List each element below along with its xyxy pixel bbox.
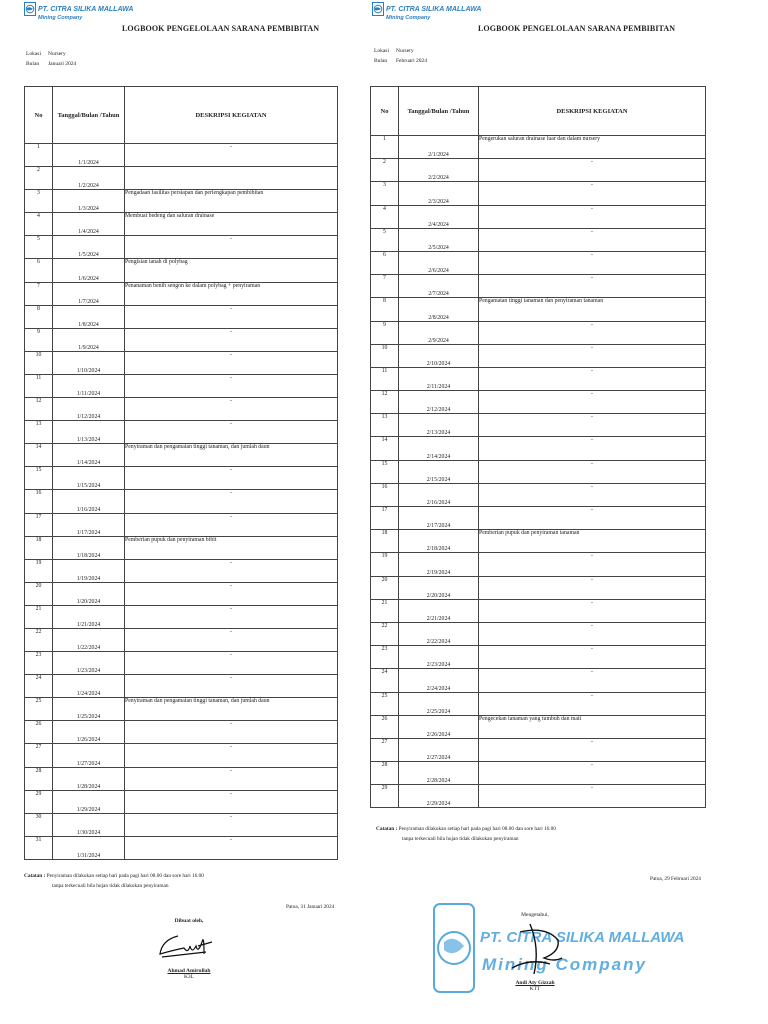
row-description: -	[479, 669, 706, 692]
row-number: 5	[371, 228, 399, 251]
row-number: 7	[25, 282, 53, 305]
row-description: Penyiraman dan pengamatan tinggi tanaman, dan jumlah daun	[125, 698, 338, 721]
table-row	[25, 167, 338, 190]
row-date: 2/19/2024	[399, 553, 479, 576]
row-number: 12	[25, 398, 53, 421]
row-date: 1/1/2024	[53, 144, 125, 167]
row-date: 2/10/2024	[399, 344, 479, 367]
table-row	[371, 785, 706, 808]
company-logo	[372, 2, 481, 30]
row-description: -	[479, 275, 706, 298]
row-date: 2/15/2024	[399, 460, 479, 483]
row-number: 15	[25, 467, 53, 490]
row-date: 1/28/2024	[53, 767, 125, 790]
row-description: -	[125, 744, 338, 767]
table-row	[25, 675, 338, 698]
row-description: -	[479, 553, 706, 576]
row-description	[125, 167, 338, 190]
table-row	[25, 559, 338, 582]
table-row	[25, 790, 338, 813]
row-date: 2/7/2024	[399, 275, 479, 298]
note-label: Catatan :	[376, 826, 398, 832]
bulan-label: Bulan	[26, 61, 40, 67]
table-row	[25, 398, 338, 421]
row-number: 23	[371, 646, 399, 669]
row-number: 29	[25, 790, 53, 813]
row-number: 27	[25, 744, 53, 767]
bulan-value: Januari 2024	[48, 61, 77, 67]
place-date: Patoa, 29 Februari 2024	[650, 876, 701, 882]
table-row	[371, 275, 706, 298]
table-row	[371, 321, 706, 344]
table-row	[25, 236, 338, 259]
row-date: 2/27/2024	[399, 738, 479, 761]
row-description: -	[125, 513, 338, 536]
row-description: -	[125, 675, 338, 698]
table-row	[25, 490, 338, 513]
table-row	[371, 344, 706, 367]
row-number: 5	[25, 236, 53, 259]
table-row	[371, 391, 706, 414]
table-row	[25, 444, 338, 467]
row-number: 3	[371, 182, 399, 205]
row-number: 16	[25, 490, 53, 513]
signer-name: Andi Aty Gizzah	[515, 980, 555, 986]
table-row	[371, 738, 706, 761]
row-number: 26	[371, 715, 399, 738]
bulan-value: Februari 2024	[396, 58, 428, 64]
lokasi-value: Nursery	[396, 48, 414, 54]
row-date: 2/22/2024	[399, 622, 479, 645]
row-date: 2/26/2024	[399, 715, 479, 738]
row-number: 9	[25, 328, 53, 351]
row-date: 1/7/2024	[53, 282, 125, 305]
logo-tagline: Mining Company	[38, 15, 83, 21]
row-date: 2/5/2024	[399, 228, 479, 251]
row-description: -	[125, 328, 338, 351]
row-date: 1/23/2024	[53, 652, 125, 675]
row-number: 24	[25, 675, 53, 698]
row-number: 11	[25, 374, 53, 397]
table-row	[371, 646, 706, 669]
row-description: -	[479, 785, 706, 808]
row-date: 2/9/2024	[399, 321, 479, 344]
row-number: 1	[371, 136, 399, 159]
row-date: 2/20/2024	[399, 576, 479, 599]
table-row	[371, 576, 706, 599]
note-line1: Penyiraman dilakukan setiap hari pada pagi hari 08.00 dan sore hari 16.00	[46, 873, 204, 879]
row-description: -	[125, 628, 338, 651]
row-number: 31	[25, 836, 53, 859]
header-no: No	[371, 87, 399, 136]
row-date: 2/6/2024	[399, 251, 479, 274]
row-number: 10	[25, 351, 53, 374]
document-meta	[26, 49, 76, 69]
note	[24, 871, 204, 891]
row-description: -	[479, 437, 706, 460]
row-description: -	[125, 144, 338, 167]
row-description: -	[479, 738, 706, 761]
row-date: 1/21/2024	[53, 605, 125, 628]
table-row	[371, 599, 706, 622]
row-description: -	[479, 460, 706, 483]
row-description: -	[125, 374, 338, 397]
row-date: 2/25/2024	[399, 692, 479, 715]
row-date: 1/14/2024	[53, 444, 125, 467]
row-description: -	[125, 813, 338, 836]
row-date: 1/3/2024	[53, 190, 125, 213]
signature-label: Dibuat oleh,	[174, 918, 204, 924]
row-description: -	[125, 582, 338, 605]
row-description: -	[125, 421, 338, 444]
row-description: -	[125, 351, 338, 374]
table-row	[371, 622, 706, 645]
table-row	[25, 744, 338, 767]
row-description: -	[479, 599, 706, 622]
row-date: 1/6/2024	[53, 259, 125, 282]
row-date: 1/13/2024	[53, 421, 125, 444]
note	[376, 824, 556, 844]
table-row	[371, 159, 706, 182]
table-row	[371, 483, 706, 506]
svg-text:Mining Company: Mining Company	[482, 955, 647, 974]
row-description: -	[125, 490, 338, 513]
row-description: Penyiraman dan pengamatan tinggi tanaman, dan jumlah daun	[125, 444, 338, 467]
row-number: 19	[25, 559, 53, 582]
table-row	[25, 467, 338, 490]
table-row	[371, 367, 706, 390]
row-date: 2/1/2024	[399, 136, 479, 159]
table-row	[371, 437, 706, 460]
table-row	[25, 328, 338, 351]
row-date: 1/16/2024	[53, 490, 125, 513]
row-date: 1/4/2024	[53, 213, 125, 236]
table-row	[371, 762, 706, 785]
table-row	[25, 305, 338, 328]
globe-icon	[372, 2, 384, 16]
table-row	[25, 836, 338, 859]
row-description: -	[125, 721, 338, 744]
row-number: 10	[371, 344, 399, 367]
row-description: -	[125, 836, 338, 859]
table-row	[25, 628, 338, 651]
row-date: 1/10/2024	[53, 351, 125, 374]
table-row	[25, 190, 338, 213]
header-date: Tanggal/Bulan /Tahun	[53, 87, 125, 144]
row-number: 1	[25, 144, 53, 167]
row-date: 1/5/2024	[53, 236, 125, 259]
table-row	[371, 205, 706, 228]
signer-name: Ahmad Amirullah	[167, 968, 211, 974]
note-line2: tanpa terkecuali bila hujan tidak dilakukan penyiraman	[402, 836, 519, 842]
row-number: 6	[25, 259, 53, 282]
table-row	[25, 605, 338, 628]
row-description: -	[479, 228, 706, 251]
signature-block	[495, 912, 575, 992]
row-date: 1/9/2024	[53, 328, 125, 351]
header-description: DESKRIPSI KEGIATAN	[479, 87, 706, 136]
table-row	[371, 251, 706, 274]
row-number: 16	[371, 483, 399, 506]
row-number: 8	[371, 298, 399, 321]
row-date: 1/8/2024	[53, 305, 125, 328]
table-row	[371, 414, 706, 437]
row-description: Pengadaan fasilitas persiapan dan perlengkapan pembibitan	[125, 190, 338, 213]
row-number: 28	[25, 767, 53, 790]
lokasi-label: Lokasi	[374, 48, 389, 54]
row-date: 1/20/2024	[53, 582, 125, 605]
svg-text:PT. CITRA SILIKA MALLAWA: PT. CITRA SILIKA MALLAWA	[480, 929, 685, 946]
lokasi-label: Lokasi	[26, 51, 41, 57]
row-number: 20	[371, 576, 399, 599]
row-description: -	[479, 576, 706, 599]
signature-label: Mengetahui,	[521, 912, 549, 918]
row-date: 1/11/2024	[53, 374, 125, 397]
table-row	[371, 182, 706, 205]
row-date: 1/12/2024	[53, 398, 125, 421]
row-number: 14	[371, 437, 399, 460]
row-description: -	[479, 205, 706, 228]
row-number: 18	[371, 530, 399, 553]
row-description: -	[125, 790, 338, 813]
table-row	[25, 421, 338, 444]
logbook-table	[24, 86, 338, 860]
globe-icon	[24, 2, 36, 16]
row-number: 23	[25, 652, 53, 675]
row-description: -	[479, 414, 706, 437]
table-row	[25, 652, 338, 675]
row-description: -	[479, 251, 706, 274]
row-number: 24	[371, 669, 399, 692]
row-date: 2/16/2024	[399, 483, 479, 506]
signer-role: KTT	[529, 986, 541, 992]
row-date: 1/15/2024	[53, 467, 125, 490]
company-logo	[24, 2, 133, 30]
row-number: 25	[371, 692, 399, 715]
lokasi-value: Nursery	[48, 51, 66, 57]
table-row	[25, 536, 338, 559]
header-date: Tanggal/Bulan /Tahun	[399, 87, 479, 136]
table-row	[371, 530, 706, 553]
row-date: 1/25/2024	[53, 698, 125, 721]
row-number: 13	[371, 414, 399, 437]
table-row	[25, 721, 338, 744]
row-description: Pemberian pupuk dan penyiraman bibit	[125, 536, 338, 559]
row-date: 1/26/2024	[53, 721, 125, 744]
row-number: 30	[25, 813, 53, 836]
row-description: -	[479, 692, 706, 715]
row-date: 2/2/2024	[399, 159, 479, 182]
row-date: 2/18/2024	[399, 530, 479, 553]
table-row	[371, 298, 706, 321]
row-date: 1/19/2024	[53, 559, 125, 582]
row-description: -	[479, 367, 706, 390]
row-description: -	[479, 344, 706, 367]
row-description: Pemberian pupuk dan penyiraman tanaman	[479, 530, 706, 553]
logbook-table	[370, 86, 706, 808]
row-number: 11	[371, 367, 399, 390]
logo-company-name: PT. CITRA SILIKA MALLAWA	[38, 6, 134, 13]
row-date: 1/27/2024	[53, 744, 125, 767]
row-description: -	[479, 622, 706, 645]
row-number: 21	[371, 599, 399, 622]
handwritten-signature	[500, 918, 570, 980]
row-number: 12	[371, 391, 399, 414]
row-number: 26	[25, 721, 53, 744]
row-description: -	[125, 652, 338, 675]
row-number: 9	[371, 321, 399, 344]
table-row	[371, 669, 706, 692]
row-date: 1/29/2024	[53, 790, 125, 813]
table-row	[25, 767, 338, 790]
row-number: 27	[371, 738, 399, 761]
table-row	[25, 374, 338, 397]
table-row	[25, 259, 338, 282]
table-row	[25, 698, 338, 721]
row-number: 17	[25, 513, 53, 536]
row-number: 14	[25, 444, 53, 467]
row-description: -	[479, 762, 706, 785]
row-date: 2/28/2024	[399, 762, 479, 785]
row-date: 2/29/2024	[399, 785, 479, 808]
row-date: 1/2/2024	[53, 167, 125, 190]
row-description: -	[479, 507, 706, 530]
row-description: Pengisian tanah di polybag	[125, 259, 338, 282]
row-date: 1/30/2024	[53, 813, 125, 836]
table-row	[25, 213, 338, 236]
document-title: LOGBOOK PENGELOLAAN SARANA PEMBIBITAN	[122, 24, 320, 33]
row-number: 7	[371, 275, 399, 298]
row-number: 22	[25, 628, 53, 651]
table-row	[25, 144, 338, 167]
logo-tagline: Mining Company	[386, 15, 431, 21]
row-date: 1/31/2024	[53, 836, 125, 859]
table-row	[25, 582, 338, 605]
row-description: -	[125, 236, 338, 259]
row-number: 22	[371, 622, 399, 645]
signer-role: K3L	[183, 974, 195, 980]
row-number: 17	[371, 507, 399, 530]
row-description: -	[125, 467, 338, 490]
table-row	[371, 507, 706, 530]
table-row	[371, 553, 706, 576]
logo-company-name: PT. CITRA SILIKA MALLAWA	[386, 6, 482, 13]
row-date: 1/22/2024	[53, 628, 125, 651]
row-date: 2/23/2024	[399, 646, 479, 669]
table-row	[371, 136, 706, 159]
signature-block	[149, 918, 229, 980]
row-date: 2/13/2024	[399, 414, 479, 437]
table-row	[371, 460, 706, 483]
row-description: -	[125, 559, 338, 582]
row-date: 2/4/2024	[399, 205, 479, 228]
table-row	[25, 351, 338, 374]
row-description: -	[125, 305, 338, 328]
row-date: 2/14/2024	[399, 437, 479, 460]
table-row	[25, 282, 338, 305]
row-description: -	[479, 321, 706, 344]
row-number: 21	[25, 605, 53, 628]
table-row	[371, 715, 706, 738]
row-description: Pengamatan tinggi tanaman dan penyiraman tanaman	[479, 298, 706, 321]
row-number: 4	[371, 205, 399, 228]
row-date: 1/18/2024	[53, 536, 125, 559]
header-description: DESKRIPSI KEGIATAN	[125, 87, 338, 144]
note-label: Catatan :	[24, 873, 46, 879]
row-description: -	[479, 483, 706, 506]
row-date: 2/8/2024	[399, 298, 479, 321]
row-number: 20	[25, 582, 53, 605]
row-description: -	[479, 182, 706, 205]
row-number: 13	[25, 421, 53, 444]
row-number: 6	[371, 251, 399, 274]
row-date: 2/3/2024	[399, 182, 479, 205]
row-number: 18	[25, 536, 53, 559]
row-description: -	[479, 391, 706, 414]
row-number: 15	[371, 460, 399, 483]
row-description: -	[125, 767, 338, 790]
row-date: 2/21/2024	[399, 599, 479, 622]
row-date: 1/24/2024	[53, 675, 125, 698]
row-date: 1/17/2024	[53, 513, 125, 536]
row-number: 2	[371, 159, 399, 182]
table-row	[25, 813, 338, 836]
row-description: -	[125, 605, 338, 628]
place-date: Patoa, 31 Januari 2024	[286, 904, 335, 910]
table-row	[25, 513, 338, 536]
bulan-label: Bulan	[374, 58, 388, 64]
row-number: 3	[25, 190, 53, 213]
row-date: 2/24/2024	[399, 669, 479, 692]
row-number: 29	[371, 785, 399, 808]
row-number: 4	[25, 213, 53, 236]
row-number: 19	[371, 553, 399, 576]
row-number: 28	[371, 762, 399, 785]
row-number: 25	[25, 698, 53, 721]
row-date: 2/17/2024	[399, 507, 479, 530]
document-meta	[374, 46, 427, 66]
row-description: Pengecekan tanaman yang tumbuh dan mati	[479, 715, 706, 738]
row-description: -	[125, 398, 338, 421]
row-number: 8	[25, 305, 53, 328]
row-description: -	[479, 159, 706, 182]
row-description: Penanaman benih sengon ke dalam polybag + penyiraman	[125, 282, 338, 305]
row-number: 2	[25, 167, 53, 190]
table-row	[371, 692, 706, 715]
header-no: No	[25, 87, 53, 144]
table-row	[371, 228, 706, 251]
row-description: Pengerukan saluran drainase luar dan dalam nursery	[479, 136, 706, 159]
row-date: 2/11/2024	[399, 367, 479, 390]
row-date: 2/12/2024	[399, 391, 479, 414]
note-line1: Penyiraman dilakukan setiap hari pada pagi hari 08.00 dan sore hari 16.00	[398, 826, 556, 832]
row-description: -	[479, 646, 706, 669]
row-description: Membuat bedeng dan saluran drainase	[125, 213, 338, 236]
handwritten-signature	[154, 924, 224, 968]
note-line2: tanpa terkecuali bila hujan tidak dilakukan penyiraman	[52, 883, 169, 889]
document-title: LOGBOOK PENGELOLAAN SARANA PEMBIBITAN	[478, 24, 676, 33]
